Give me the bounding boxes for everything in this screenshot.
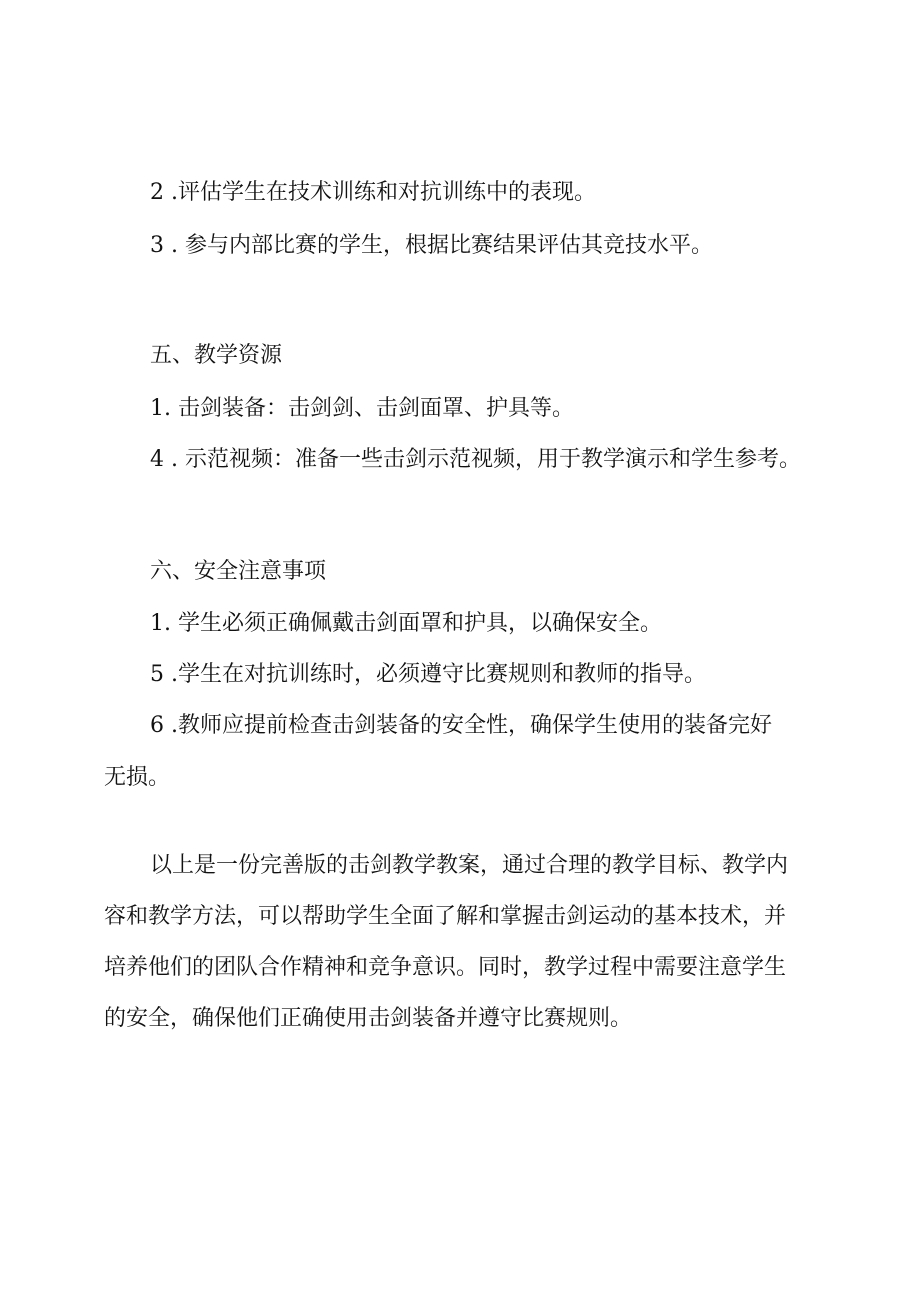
safety-item-5: 5 .学生在对抗训练时，必须遵守比赛规则和教师的指导。	[150, 662, 706, 687]
conclusion-line-1: 以上是一份完善版的击剑教学教案，通过合理的教学目标、教学内	[150, 853, 789, 878]
conclusion-line-3: 培养他们的团队合作精神和竞争意识。同时，教学过程中需要注意学生	[104, 955, 787, 980]
assessment-item-3: 3 . 参与内部比赛的学生，根据比赛结果评估其竞技水平。	[150, 233, 713, 258]
assessment-item-2: 2 .评估学生在技术训练和对抗训练中的表现。	[150, 180, 596, 205]
safety-item-1: 1. 学生必须正确佩戴击剑面罩和护具，以确保安全。	[150, 611, 662, 636]
conclusion-line-2: 容和教学方法，可以帮助学生全面了解和掌握击剑运动的基本技术，并	[104, 904, 787, 929]
conclusion-line-4: 的安全，确保他们正确使用击剑装备并遵守比赛规则。	[104, 1006, 633, 1031]
safety-item-6-line-1: 6 .教师应提前检查击剑装备的安全性，确保学生使用的装备完好	[150, 713, 772, 738]
resources-item-4: 4 . 示范视频：准备一些击剑示范视频，用于教学演示和学生参考。	[150, 447, 801, 472]
safety-item-6-line-2: 无损。	[104, 765, 171, 790]
section-heading-safety: 六、安全注意事项	[150, 559, 327, 584]
resources-item-1: 1. 击剑装备：击剑剑、击剑面罩、护具等。	[150, 396, 574, 421]
section-heading-resources: 五、教学资源	[150, 343, 283, 368]
